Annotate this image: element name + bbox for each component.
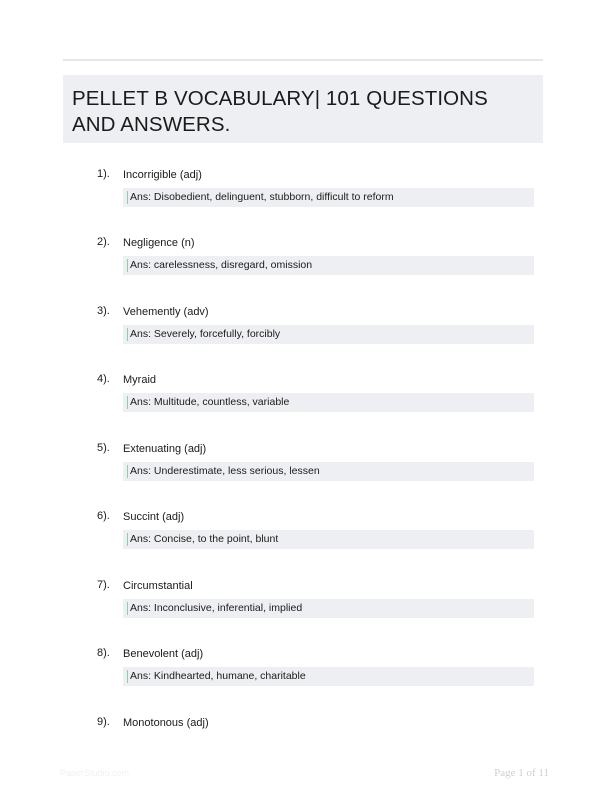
question-term: Negligence (n): [123, 237, 195, 249]
answer-text: Ans: Disobedient, delinguent, stubborn, difficult to reform: [130, 191, 394, 203]
question-number: 5).: [97, 442, 110, 454]
question-number: 9).: [97, 716, 110, 728]
question-number: 3).: [97, 305, 110, 317]
question-term: Benevolent (adj): [123, 648, 204, 660]
answer-marker: [127, 465, 128, 478]
question-number: 7).: [97, 579, 110, 591]
question-item: [0, 646, 606, 706]
question-term: Myraid: [123, 374, 157, 386]
document-title: PELLET B VOCABULARY| 101 QUESTIONS AND ANSWERS.: [72, 87, 488, 136]
answer-box: [123, 188, 534, 207]
question-item: [0, 441, 606, 501]
question-number: 6).: [97, 510, 110, 522]
question-item: [0, 509, 606, 569]
answer-marker: [127, 396, 128, 409]
question-number: 4).: [97, 373, 110, 385]
answer-marker: [127, 328, 128, 341]
answer-marker: [127, 670, 128, 683]
question-term: Incorrigible (adj): [123, 169, 202, 181]
question-term: Monotonous (adj): [123, 717, 209, 729]
question-item: [0, 304, 606, 364]
answer-text: Ans: Kindhearted, humane, charitable: [130, 670, 306, 682]
question-item: [0, 167, 606, 227]
question-item: [0, 578, 606, 638]
answer-box: [123, 393, 534, 412]
answer-text: Ans: carelessness, disregard, omission: [130, 259, 313, 271]
answer-box: [123, 462, 534, 481]
question-item: [0, 372, 606, 432]
question-term: Extenuating (adj): [123, 443, 207, 455]
question-term: Circumstantial: [123, 580, 193, 592]
answer-box: [123, 530, 534, 549]
footer-brand-watermark: PaperStudio.com: [60, 768, 130, 778]
page-indicator: Page 1 of 11: [494, 767, 549, 779]
answer-marker: [127, 191, 128, 204]
answer-box: [123, 599, 534, 618]
answer-box: [123, 667, 534, 686]
answer-text: Ans: Inconclusive, inferential, implied: [130, 602, 303, 614]
answer-text: Ans: Multitude, countless, variable: [130, 396, 290, 408]
question-term: Vehemently (adv): [123, 306, 209, 318]
answer-box: [123, 256, 534, 275]
answer-text: Ans: Concise, to the point, blunt: [130, 533, 279, 545]
answer-text: Ans: Underestimate, less serious, lessen: [130, 465, 320, 477]
answer-text: Ans: Severely, forcefully, forcibly: [130, 328, 281, 340]
question-number: 1).: [97, 168, 110, 180]
question-number: 8).: [97, 647, 110, 659]
question-number: 2).: [97, 236, 110, 248]
answer-marker: [127, 602, 128, 615]
answer-marker: [127, 533, 128, 546]
question-item: [0, 715, 606, 735]
question-item: [0, 235, 606, 295]
answer-marker: [127, 259, 128, 272]
question-term: Succint (adj): [123, 511, 185, 523]
answer-box: [123, 325, 534, 344]
